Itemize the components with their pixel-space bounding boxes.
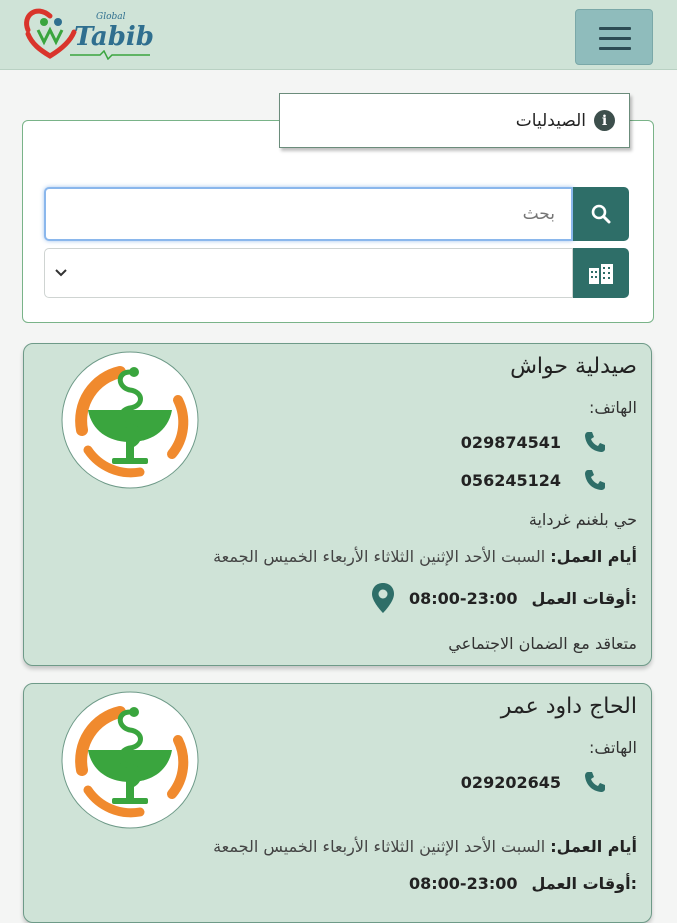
pharmacy-card[interactable] bbox=[23, 683, 652, 923]
phone-row[interactable] bbox=[461, 770, 607, 794]
city-select-button[interactable] bbox=[573, 248, 629, 298]
working-hours bbox=[409, 874, 637, 893]
hamburger-icon bbox=[599, 27, 631, 30]
working-days-label: أيام العمل: bbox=[550, 837, 637, 856]
phone-row[interactable] bbox=[461, 468, 607, 492]
pharmacy-card[interactable] bbox=[23, 343, 652, 666]
working-hours-value: 08:00-23:00 bbox=[409, 588, 518, 608]
working-days-value: السبت الأحد الإثنين الثلاثاء الأربعاء الخميس الجمعة bbox=[213, 547, 546, 566]
working-hours bbox=[371, 582, 637, 614]
top-navbar bbox=[0, 0, 677, 70]
phone-label: الهاتف: bbox=[589, 398, 637, 417]
search-input[interactable] bbox=[44, 187, 573, 241]
working-days bbox=[213, 837, 637, 856]
pharmacy-name: صيدلية حواش bbox=[510, 354, 637, 379]
phone-number[interactable]: 029202645 bbox=[460, 772, 561, 792]
working-days-value: السبت الأحد الإثنين الثلاثاء الأربعاء الخميس الجمعة bbox=[213, 837, 546, 856]
phone-number[interactable]: 056245124 bbox=[460, 470, 561, 490]
map-pin-icon[interactable] bbox=[371, 582, 395, 614]
pharmacy-emblem-icon bbox=[60, 690, 200, 830]
building-icon bbox=[587, 262, 615, 284]
phone-label: الهاتف: bbox=[589, 738, 637, 757]
working-hours-value: 08:00-23:00 bbox=[409, 874, 518, 893]
working-days bbox=[213, 547, 637, 566]
pharmacy-name: الحاج داود عمر bbox=[500, 694, 637, 719]
logo-pulse-line bbox=[70, 50, 150, 60]
chevron-down-icon bbox=[54, 262, 68, 284]
phone-icon bbox=[583, 770, 607, 794]
phone-number[interactable]: 029874541 bbox=[460, 432, 561, 452]
pharmacy-emblem-icon bbox=[60, 350, 200, 490]
city-select[interactable] bbox=[44, 248, 573, 298]
search-icon bbox=[591, 204, 611, 224]
search-group bbox=[44, 187, 629, 241]
info-icon: i bbox=[594, 110, 615, 131]
search-button[interactable] bbox=[573, 187, 629, 241]
phone-icon bbox=[583, 430, 607, 454]
logo-global-text: Global bbox=[96, 12, 126, 22]
pharmacy-address: حي بلغنم غرداية bbox=[528, 510, 637, 529]
section-title: الصيدليات bbox=[515, 110, 586, 131]
menu-toggle-button[interactable] bbox=[575, 9, 653, 65]
working-hours-label: أوقات العمل: bbox=[531, 874, 637, 893]
city-select-group bbox=[44, 248, 629, 298]
hamburger-icon bbox=[599, 47, 631, 50]
working-days-label: أيام العمل: bbox=[550, 547, 637, 566]
social-security-contract: متعاقد مع الضمان الاجتماعي bbox=[448, 634, 637, 653]
logo-brand-text: Tabib bbox=[74, 22, 154, 52]
phone-row[interactable] bbox=[461, 430, 607, 454]
section-title-tag bbox=[279, 93, 630, 148]
working-hours-label: أوقات العمل: bbox=[531, 588, 637, 608]
hamburger-icon bbox=[599, 37, 631, 40]
logo[interactable] bbox=[22, 8, 152, 62]
phone-icon bbox=[583, 468, 607, 492]
